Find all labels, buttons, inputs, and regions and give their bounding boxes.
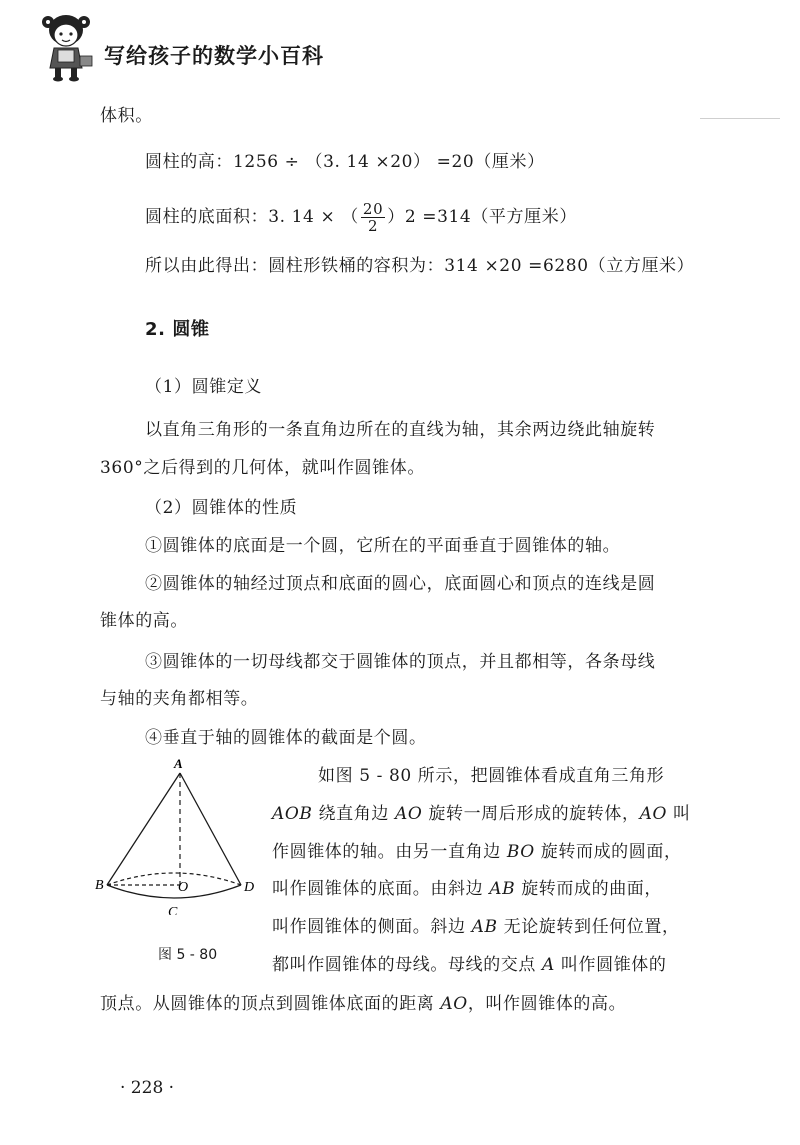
figure-caption: 图 5 - 80 — [158, 947, 218, 963]
text-span: 无论旋转到任何位置， — [497, 917, 680, 937]
formula-line — [145, 196, 577, 238]
text-line — [100, 992, 626, 1016]
italic-term: AB — [471, 917, 498, 937]
text-span: 旋转而成的曲面， — [515, 879, 663, 899]
text-line — [272, 915, 680, 939]
text-line: ③圆锥体的一切母线都交于圆锥体的顶点，并且都相等，各条母线 — [145, 652, 656, 672]
text-line: ①圆锥体的底面是一个圆，它所在的平面垂直于圆锥体的轴。 — [145, 536, 621, 556]
formula-suffix: ）2 =314（平方厘米） — [387, 207, 577, 227]
italic-term: AO — [440, 994, 468, 1014]
label-a: A — [174, 756, 183, 771]
cone-base-front — [107, 885, 241, 898]
text-span: 叫作圆锥体的侧面。斜边 — [272, 917, 472, 937]
page-header — [0, 0, 800, 90]
header-divider — [700, 118, 780, 119]
label-o: O — [178, 880, 189, 895]
subheading: （1）圆锥定义 — [145, 377, 263, 397]
text-line — [272, 802, 691, 826]
page-number: · 228 · — [120, 1078, 175, 1098]
text-line: ②圆锥体的轴经过顶点和底面的圆心，底面圆心和顶点的连线是圆 — [145, 574, 656, 594]
text-line: ④垂直于轴的圆锥体的截面是个圆。 — [145, 728, 427, 748]
text-line — [272, 877, 662, 901]
italic-term: AOB — [272, 804, 313, 824]
book-title: 写给孩子的数学小百科 — [104, 44, 324, 68]
text-span: 叫 — [667, 804, 691, 824]
text-span: 旋转而成的圆面， — [534, 842, 682, 862]
text-line: 以直角三角形的一条直角边所在的直线为轴，其余两边绕此轴旋转 — [145, 420, 656, 440]
label-b: B — [95, 878, 104, 893]
text-span: 顶点。从圆锥体的顶点到圆锥体底面的距离 — [100, 994, 441, 1014]
text-line — [272, 953, 667, 977]
cone-edge-ab — [107, 773, 180, 885]
text-line — [272, 840, 682, 864]
text-span: 绕直角边 — [312, 804, 395, 824]
italic-term: AB — [489, 879, 516, 899]
text-span: ，叫作圆锥体的高。 — [467, 994, 627, 1014]
text-span: 都叫作圆锥体的母线。母线的交点 — [272, 955, 543, 975]
italic-term: AO — [394, 804, 423, 824]
text-line: 所以由此得出：圆柱形铁桶的容积为：314 ×20 =6280（立方厘米） — [145, 256, 695, 276]
girl-mascot-icon — [38, 10, 100, 82]
text-span: 旋转一周后形成的旋转体， — [422, 804, 640, 824]
text-line: 锥体的高。 — [100, 611, 188, 631]
cone-edge-ad — [180, 773, 241, 885]
label-c: C — [168, 905, 178, 915]
fraction-numerator: 20 — [362, 200, 384, 218]
text-line: 与轴的夹角都相等。 — [100, 689, 259, 709]
text-span: 叫作圆锥体的底面。由斜边 — [272, 879, 490, 899]
label-d: D — [244, 880, 255, 895]
fraction-denominator: 2 — [367, 217, 379, 235]
fraction — [361, 201, 385, 234]
text-line: 圆柱的高：1256 ÷ （3. 14 ×20） =20（厘米） — [145, 152, 545, 172]
text-span: 作圆锥体的轴。由另一直角边 — [272, 842, 507, 862]
italic-term: BO — [506, 842, 535, 862]
text-line: 体积。 — [100, 106, 153, 126]
text-line: 如图 5 - 80 所示，把圆锥体看成直角三角形 — [318, 766, 665, 786]
formula-prefix: 圆柱的底面积：3. 14 × （ — [145, 207, 359, 227]
italic-term: AO — [639, 804, 667, 824]
cone-diagram — [95, 755, 265, 915]
text-span: 叫作圆锥体的 — [554, 955, 667, 975]
text-line: 360°之后得到的几何体，就叫作圆锥体。 — [100, 458, 425, 478]
cone-base-back — [107, 873, 241, 885]
subheading: （2）圆锥体的性质 — [145, 498, 298, 518]
section-heading: 2. 圆锥 — [145, 319, 210, 340]
italic-term: A — [542, 955, 555, 975]
